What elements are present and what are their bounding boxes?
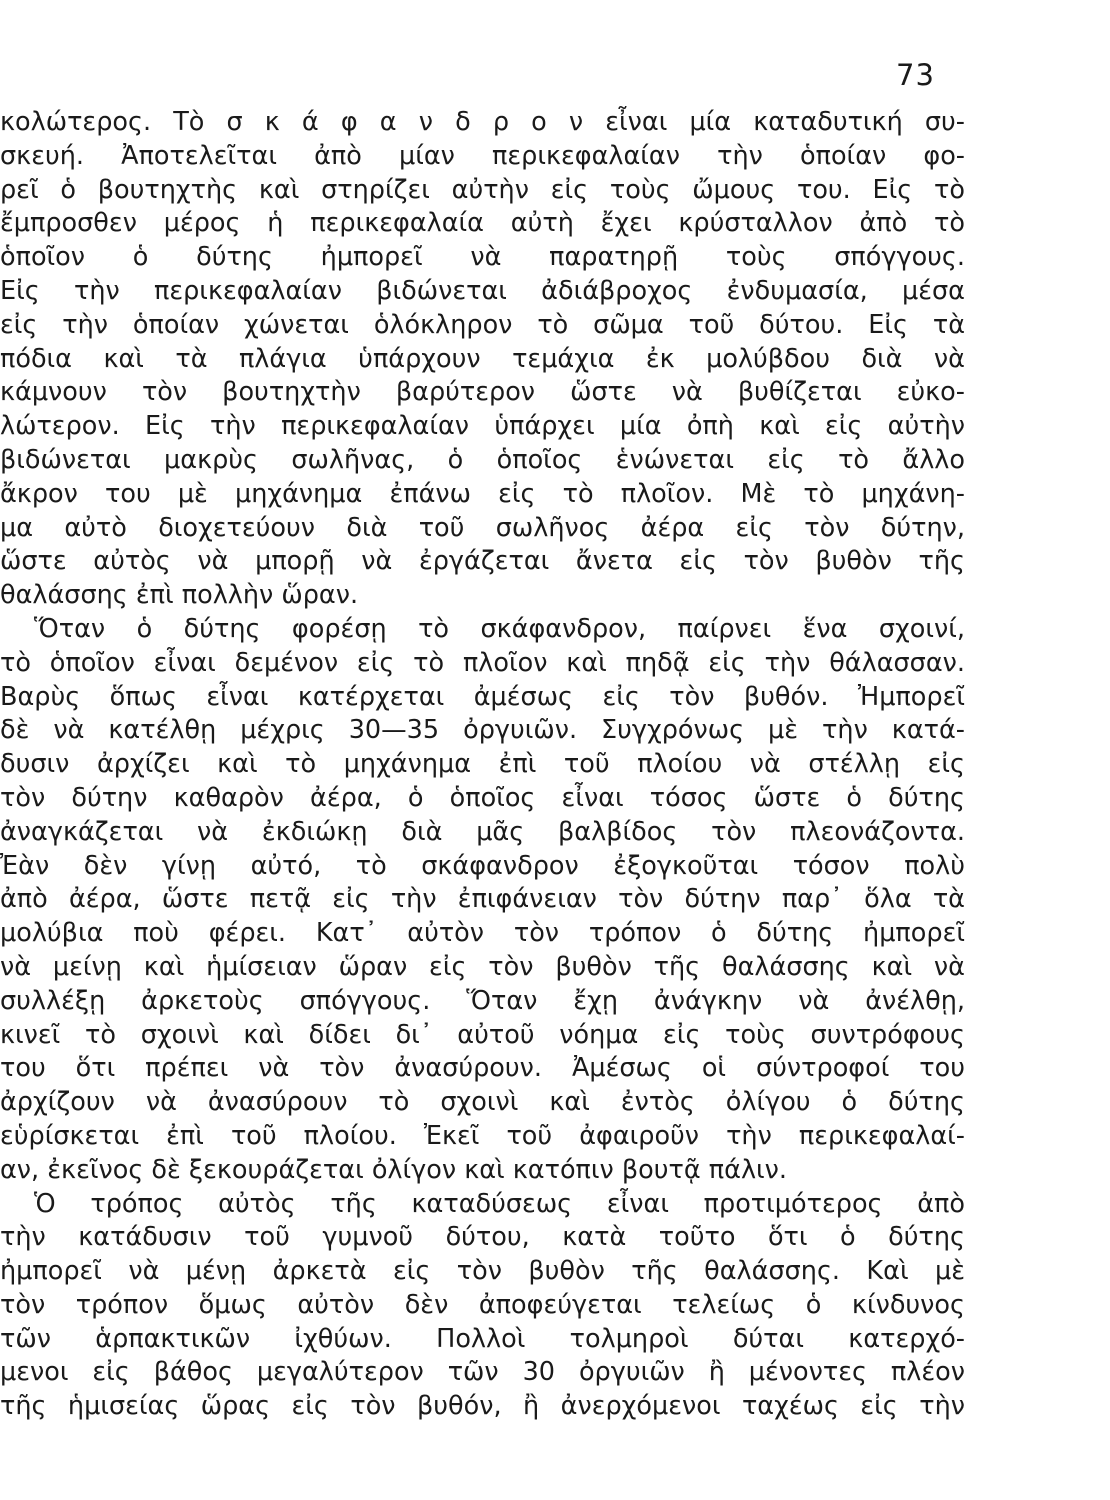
text-line: εὑρίσκεται ἐπὶ τοῦ πλοίου. Ἐκεῖ τοῦ ἀφαιροῦν τὴν περικεφαλαί- xyxy=(0,1120,965,1151)
text-line: ρεῖ ὁ βουτηχτὴς καὶ στηρίζει αὐτὴν εἰς τοὺς ὤμους του. Εἰς τὸ xyxy=(0,174,965,205)
text-line: εἰς τὴν ὁποίαν χώνεται ὁλόκληρον τὸ σῶμα τοῦ δύτου. Εἰς τὰ xyxy=(0,309,965,340)
text-line: τὸν τρόπον ὅμως αὐτὸν δὲν ἀποφεύγεται τελείως ὁ κίνδυνος xyxy=(0,1289,965,1320)
text-line: δὲ νὰ κατέλθῃ μέχρις 30—35 ὀργυιῶν. Συγχρόνως μὲ τὴν κατά- xyxy=(0,715,965,746)
text-line: τὸν δύτην καθαρὸν ἀέρα, ὁ ὁποῖος εἶναι τόσος ὥστε ὁ δύτης xyxy=(0,782,965,813)
text-line: κολώτερος. Τὸ σ κ ά φ α ν δ ρ ο ν εἶναι μία καταδυτική συ- xyxy=(0,107,965,137)
text-line: τὸ ὁποῖον εἶναι δεμένον εἰς τὸ πλοῖον καὶ πηδᾷ εἰς τὴν θάλασσαν. xyxy=(0,647,965,678)
text-line: αν, ἐκεῖνος δὲ ξεκουράζεται ὀλίγον καὶ κατόπιν βουτᾷ πάλιν. xyxy=(0,1154,788,1185)
text-line: του ὅτι πρέπει νὰ τὸν ἀνασύρουν. Ἀμέσως οἱ σύντροφοί του xyxy=(0,1053,965,1084)
text-line: ἔμπροσθεν μέρος ἡ περικεφαλαία αὐτὴ ἔχει κρύσταλλον ἀπὸ τὸ xyxy=(0,208,965,239)
text-line: Ἐὰν δὲν γίνῃ αὐτό, τὸ σκάφανδρον ἐξογκοῦται τόσον πολὺ xyxy=(0,850,965,881)
text-line: μολύβια ποὺ φέρει. Κατ᾽ αὐτὸν τὸν τρόπον ὁ δύτης ἠμπορεῖ xyxy=(0,918,965,949)
text-line: τῶν ἁρπακτικῶν ἰχθύων. Πολλοὶ τολμηροὶ δύται κατερχό- xyxy=(0,1323,965,1354)
text-line: τῆς ἡμισείας ὥρας εἰς τὸν βυθόν, ἢ ἀνερχόμενοι ταχέως εἰς τὴν xyxy=(0,1391,965,1422)
text-line: ἀρχίζουν νὰ ἀνασύρουν τὸ σχοινὶ καὶ ἐντὸς ὀλίγου ὁ δύτης xyxy=(0,1087,965,1118)
text-line: μενοι εἰς βάθος μεγαλύτερον τῶν 30 ὀργυιῶν ἢ μένοντες πλέον xyxy=(0,1357,965,1388)
body-text xyxy=(0,106,965,1424)
text-line: ἄκρον του μὲ μηχάνημα ἐπάνω εἰς τὸ πλοῖον. Μὲ τὸ μηχάνη- xyxy=(0,478,965,509)
text-line: σκευή. Ἀποτελεῖται ἀπὸ μίαν περικεφαλαίαν τὴν ὁποίαν φο- xyxy=(0,140,965,171)
text-line: Ὅταν ὁ δύτης φορέσῃ τὸ σκάφανδρον, παίρνει ἕνα σχοινί, xyxy=(34,613,965,644)
text-line: ὁποῖον ὁ δύτης ἠμπορεῖ νὰ παρατηρῇ τοὺς σπόγγους. xyxy=(0,242,965,273)
text-line: ἀπὸ ἀέρα, ὥστε πετᾷ εἰς τὴν ἐπιφάνειαν τὸν δύτην παρ᾽ ὅλα τὰ xyxy=(0,884,965,915)
text-line: Βαρὺς ὅπως εἶναι κατέρχεται ἀμέσως εἰς τὸν βυθόν. Ἠμπορεῖ xyxy=(0,681,965,712)
text-line: πόδια καὶ τὰ πλάγια ὑπάρχουν τεμάχια ἐκ μολύβδου διὰ νὰ xyxy=(0,343,965,374)
text-line: λώτερον. Εἰς τὴν περικεφαλαίαν ὑπάρχει μία ὀπὴ καὶ εἰς αὐτὴν xyxy=(0,411,965,442)
text-line: τὴν κατάδυσιν τοῦ γυμνοῦ δύτου, κατὰ τοῦτο ὅτι ὁ δύτης xyxy=(0,1222,965,1253)
text-line: συλλέξῃ ἀρκετοὺς σπόγγους. Ὅταν ἔχῃ ἀνάγκην νὰ ἀνέλθῃ, xyxy=(0,985,965,1016)
text-line: κινεῖ τὸ σχοινὶ καὶ δίδει δι᾽ αὐτοῦ νόημα εἰς τοὺς συντρόφους xyxy=(0,1019,965,1050)
text-line: ἠμπορεῖ νὰ μένῃ ἀρκετὰ εἰς τὸν βυθὸν τῆς θαλάσσης. Καὶ μὲ xyxy=(0,1256,965,1287)
text-line: μα αὐτὸ διοχετεύουν διὰ τοῦ σωλῆνος ἀέρα εἰς τὸν δύτην, xyxy=(0,512,965,543)
text-line: Ὁ τρόπος αὐτὸς τῆς καταδύσεως εἶναι προτιμότερος ἀπὸ xyxy=(34,1188,965,1219)
page-number: 73 xyxy=(896,58,935,92)
text-line: κάμνουν τὸν βουτηχτὴν βαρύτερον ὥστε νὰ βυθίζεται εὐκο- xyxy=(0,377,965,408)
text-line: ὥστε αὐτὸς νὰ μπορῇ νὰ ἐργάζεται ἄνετα εἰς τὸν βυθὸν τῆς xyxy=(0,546,965,577)
text-line: Εἰς τὴν περικεφαλαίαν βιδώνεται ἀδιάβροχος ἐνδυμασία, μέσα xyxy=(0,275,965,306)
text-line: δυσιν ἀρχίζει καὶ τὸ μηχάνημα ἐπὶ τοῦ πλοίου νὰ στέλλῃ εἰς xyxy=(0,749,965,780)
text-line: βιδώνεται μακρὺς σωλῆνας, ὁ ὁποῖος ἑνώνεται εἰς τὸ ἄλλο xyxy=(0,444,965,475)
text-line: θαλάσσης ἐπὶ πολλὴν ὥραν. xyxy=(0,580,359,611)
text-line: νὰ μείνῃ καὶ ἡμίσειαν ὥραν εἰς τὸν βυθὸν τῆς θαλάσσης καὶ νὰ xyxy=(0,951,965,982)
text-line: ἀναγκάζεται νὰ ἐκδιώκῃ διὰ μᾶς βαλβίδος τὸν πλεονάζοντα. xyxy=(0,816,965,847)
